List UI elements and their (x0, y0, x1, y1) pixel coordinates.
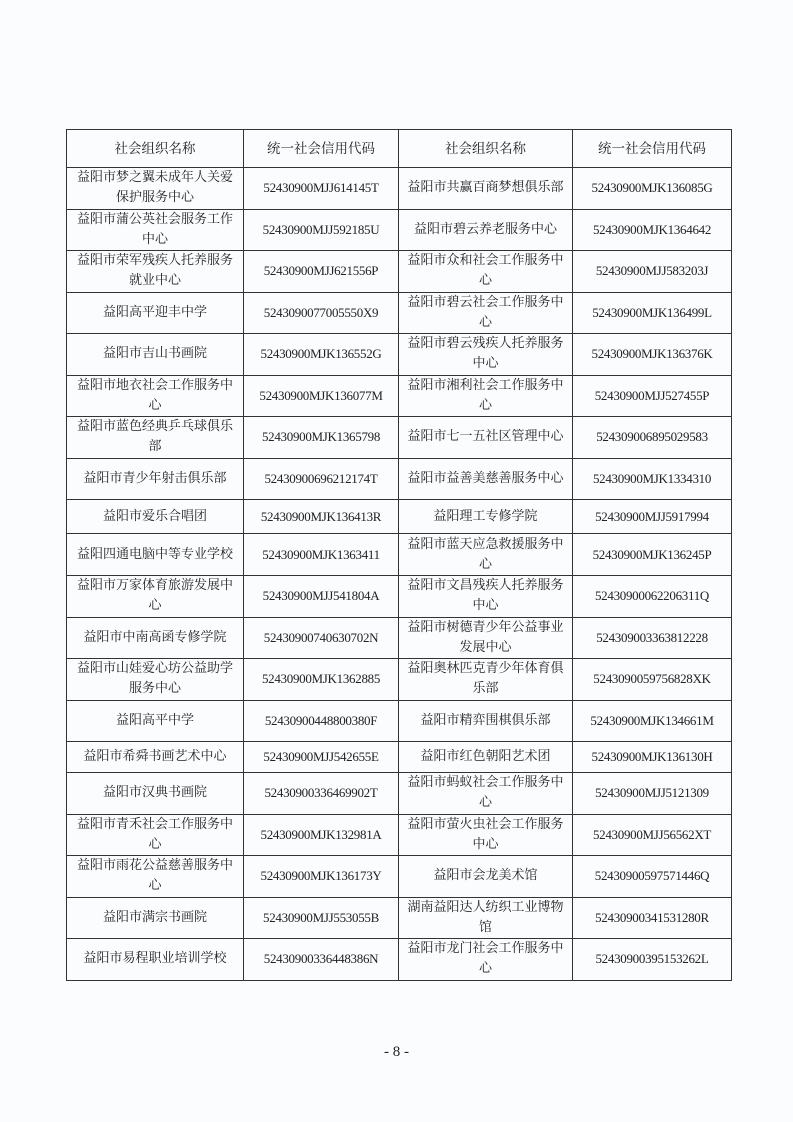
credit-code-cell: 52430900MJK136130H (573, 742, 732, 773)
org-name-cell: 益阳市荣军残疾人托养服务就业中心 (67, 251, 244, 293)
credit-code-cell: 52430900740630702N (244, 617, 399, 659)
table-row (67, 773, 732, 815)
credit-code-cell: 52430900336448386N (244, 939, 399, 981)
credit-code-cell: 52430900MJJ592185U (244, 209, 399, 251)
credit-code-cell: 5243090077005550X9 (244, 292, 399, 334)
credit-code-cell: 52430900696212174T (244, 458, 399, 500)
org-name-cell: 益阳市龙门社会工作服务中心 (399, 939, 573, 981)
table-row (67, 500, 732, 534)
org-name-cell: 益阳市中南高函专修学院 (67, 617, 244, 659)
credit-code-cell: 52430900MJK136376K (573, 334, 732, 376)
org-name-cell: 益阳市易程职业培训学校 (67, 939, 244, 981)
org-name-cell: 益阳市雨花公益慈善服务中心 (67, 856, 244, 898)
credit-code-cell: 52430900MJK136077M (244, 375, 399, 417)
org-name-cell: 益阳市蓝色经典乒乓球俱乐部 (67, 417, 244, 459)
credit-code-cell: 52430900395153262L (573, 939, 732, 981)
credit-code-cell: 52430900341531280R (573, 897, 732, 939)
org-name-cell: 益阳市青禾社会工作服务中心 (67, 814, 244, 856)
table-row (67, 856, 732, 898)
credit-code-cell: 52430900MJJ56562XT (573, 814, 732, 856)
table-row (67, 168, 732, 210)
credit-code-cell: 52430900MJJ583203J (573, 251, 732, 293)
org-name-cell: 益阳奥林匹克青少年体育俱乐部 (399, 659, 573, 701)
table-row (67, 209, 732, 251)
org-name-cell: 益阳市七一五社区管理中心 (399, 417, 573, 459)
org-name-cell: 益阳市蒲公英社会服务工作中心 (67, 209, 244, 251)
org-name-cell: 益阳市精弈围棋俱乐部 (399, 700, 573, 742)
table-row (67, 576, 732, 618)
org-name-cell: 益阳高平中学 (67, 700, 244, 742)
table-row (67, 742, 732, 773)
credit-code-cell: 5243090059756828XK (573, 659, 732, 701)
table-row (67, 897, 732, 939)
table-row (67, 251, 732, 293)
org-name-cell: 益阳市地衣社会工作服务中心 (67, 375, 244, 417)
credit-code-cell: 52430900MJK136499L (573, 292, 732, 334)
table-row (67, 814, 732, 856)
credit-code-cell: 52430900MJK1363411 (244, 534, 399, 576)
credit-code-cell: 524309003363812228 (573, 617, 732, 659)
org-name-cell: 益阳市益善美慈善服务中心 (399, 458, 573, 500)
table-row (67, 659, 732, 701)
credit-code-cell: 52430900448800380F (244, 700, 399, 742)
header-org-name: 社会组织名称 (67, 130, 244, 168)
table-row (67, 939, 732, 981)
org-name-cell: 益阳市青少年射击俱乐部 (67, 458, 244, 500)
header-credit-code: 统一社会信用代码 (573, 130, 732, 168)
credit-code-cell: 52430900MJK136173Y (244, 856, 399, 898)
org-name-cell: 益阳市湘利社会工作服务中心 (399, 375, 573, 417)
org-name-cell: 益阳市梦之翼未成年人关爱保护服务中心 (67, 168, 244, 210)
org-name-cell: 益阳市碧云残疾人托养服务中心 (399, 334, 573, 376)
credit-code-cell: 52430900062206311Q (573, 576, 732, 618)
table-row (67, 700, 732, 742)
org-name-cell: 益阳市爱乐合唱团 (67, 500, 244, 534)
credit-code-cell: 52430900MJK136085G (573, 168, 732, 210)
org-name-cell: 益阳市汉典书画院 (67, 773, 244, 815)
org-name-cell: 益阳高平迎丰中学 (67, 292, 244, 334)
credit-code-cell: 524309006895029583 (573, 417, 732, 459)
org-name-cell: 益阳理工专修学院 (399, 500, 573, 534)
org-name-cell: 益阳市文昌残疾人托养服务中心 (399, 576, 573, 618)
credit-code-cell: 52430900MJJ553055B (244, 897, 399, 939)
credit-code-cell: 52430900336469902T (244, 773, 399, 815)
org-name-cell: 益阳市萤火虫社会工作服务中心 (399, 814, 573, 856)
org-name-cell: 益阳市满宗书画院 (67, 897, 244, 939)
table-row (67, 534, 732, 576)
table-row (67, 292, 732, 334)
table-row (67, 417, 732, 459)
table-header-row (67, 130, 732, 168)
org-name-cell: 益阳市共赢百商梦想俱乐部 (399, 168, 573, 210)
credit-code-cell: 52430900MJK1362885 (244, 659, 399, 701)
credit-code-cell: 52430900MJJ621556P (244, 251, 399, 293)
header-org-name: 社会组织名称 (399, 130, 573, 168)
org-name-cell: 益阳市希舜书画艺术中心 (67, 742, 244, 773)
credit-code-cell: 52430900MJJ541804A (244, 576, 399, 618)
org-name-cell: 益阳市红色朝阳艺术团 (399, 742, 573, 773)
credit-code-cell: 52430900MJK1364642 (573, 209, 732, 251)
credit-code-cell: 52430900MJJ542655E (244, 742, 399, 773)
credit-code-cell: 52430900MJK136245P (573, 534, 732, 576)
org-name-cell: 益阳市树德青少年公益事业发展中心 (399, 617, 573, 659)
credit-code-cell: 52430900MJK1365798 (244, 417, 399, 459)
credit-code-cell: 52430900MJJ614145T (244, 168, 399, 210)
org-name-cell: 益阳市众和社会工作服务中心 (399, 251, 573, 293)
org-name-cell: 益阳市蓝天应急救援服务中心 (399, 534, 573, 576)
table-row (67, 617, 732, 659)
org-name-cell: 益阳市碧云社会工作服务中心 (399, 292, 573, 334)
credit-code-cell: 52430900MJK1334310 (573, 458, 732, 500)
credit-code-cell: 52430900MJK134661M (573, 700, 732, 742)
org-name-cell: 益阳市万家体育旅游发展中心 (67, 576, 244, 618)
table-row (67, 458, 732, 500)
org-name-cell: 益阳市蚂蚁社会工作服务中心 (399, 773, 573, 815)
social-organization-table (66, 129, 732, 981)
org-name-cell: 益阳市吉山书画院 (67, 334, 244, 376)
header-credit-code: 统一社会信用代码 (244, 130, 399, 168)
table-row (67, 375, 732, 417)
org-name-cell: 益阳四通电脑中等专业学校 (67, 534, 244, 576)
credit-code-cell: 52430900MJJ527455P (573, 375, 732, 417)
credit-code-cell: 52430900MJK132981A (244, 814, 399, 856)
org-name-cell: 湖南益阳达人纺织工业博物馆 (399, 897, 573, 939)
credit-code-cell: 52430900MJJ5917994 (573, 500, 732, 534)
credit-code-cell: 52430900597571446Q (573, 856, 732, 898)
table-row (67, 334, 732, 376)
credit-code-cell: 52430900MJJ5121309 (573, 773, 732, 815)
credit-code-cell: 52430900MJK136552G (244, 334, 399, 376)
page-number: - 8 - (384, 1044, 409, 1060)
org-name-cell: 益阳市碧云养老服务中心 (399, 209, 573, 251)
org-name-cell: 益阳市山娃爱心坊公益助学服务中心 (67, 659, 244, 701)
org-name-cell: 益阳市会龙美术馆 (399, 856, 573, 898)
credit-code-cell: 52430900MJK136413R (244, 500, 399, 534)
